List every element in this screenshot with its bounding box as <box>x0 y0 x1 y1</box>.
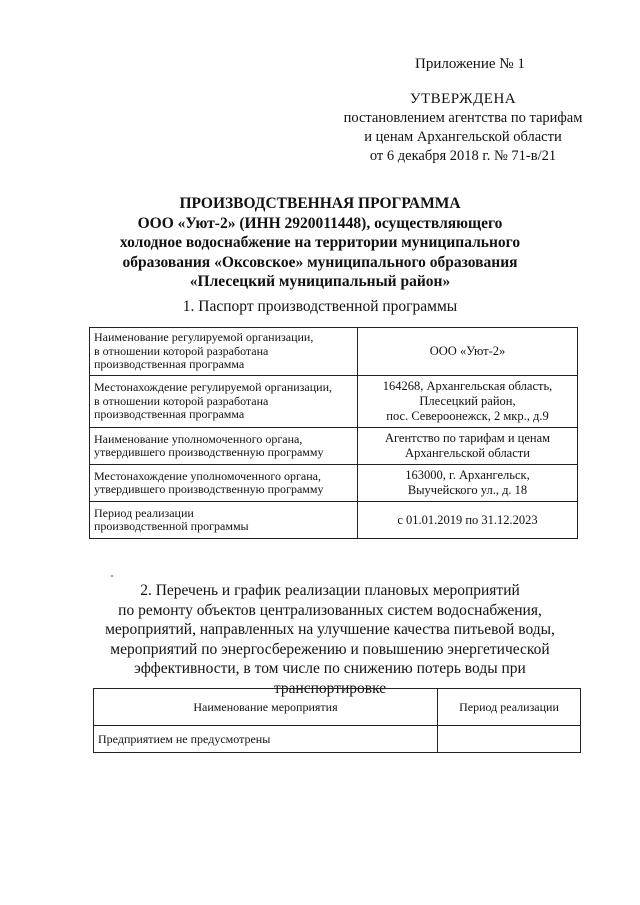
title-line-2: ООО «Уют-2» (ИНН 2920011448), осуществляющего <box>137 214 503 232</box>
row-label <box>90 328 358 376</box>
appendix-label: Приложение № 1 <box>415 56 525 72</box>
label-line: в отношении которой разработана <box>94 393 269 408</box>
row-value <box>358 502 578 539</box>
table-header-row <box>94 689 581 726</box>
label-line: Наименование уполномоченного органа, <box>94 431 303 446</box>
table-row <box>90 502 578 539</box>
table-row <box>90 328 578 376</box>
label-line: утвердившего производственную программу <box>94 445 324 459</box>
row-value <box>358 328 578 376</box>
table-row <box>90 428 578 465</box>
label-line: Наименование регулируемой организации, <box>94 330 314 345</box>
table-row <box>90 465 578 502</box>
label-line: Период реализации <box>94 505 194 520</box>
section-2-heading <box>80 581 580 698</box>
value-line: Агентство по тарифам и ценам <box>384 431 551 445</box>
row-value <box>358 465 578 502</box>
approval-line-1: постановлением агентства по тарифам <box>343 110 583 126</box>
value-line: ООО «Уют-2» <box>429 344 506 358</box>
label-line: утвердившего производственную программу <box>94 482 324 496</box>
row-label <box>90 465 358 502</box>
value-line: Выучейского ул., д. 18 <box>407 483 528 497</box>
approval-heading: УТВЕРЖДЕНА <box>409 91 517 107</box>
title-line-5: «Плесецкий муниципальный район» <box>189 273 451 290</box>
passport-table <box>89 327 578 539</box>
document-title <box>60 194 580 292</box>
title-line-3: холодное водоснабжение на территории муниципального <box>119 234 521 251</box>
row-value <box>358 376 578 428</box>
section-2-line-2: по ремонту объектов централизованных систем водоснабжения, <box>118 601 542 619</box>
label-line: производственной программы <box>94 519 249 533</box>
section-1-heading: 1. Паспорт производственной программы <box>182 298 458 315</box>
section-2-line-1: 2. Перечень и график реализации плановых мероприятий <box>140 582 520 599</box>
approval-line-3: от 6 декабря 2018 г. № 71-в/21 <box>369 148 557 164</box>
section-2-line-5: эффективности, в том числе по снижению потерь воды при транспортировке <box>134 660 526 697</box>
value-line: с 01.01.2019 по 31.12.2023 <box>397 512 538 527</box>
value-line: 164268, Архангельская область, <box>382 379 553 393</box>
value-line: пос. Североонежск, 2 мкр., д.9 <box>386 409 549 423</box>
table-row <box>90 376 578 428</box>
title-line-4: образования «Оксовское» муниципального образования <box>122 253 518 271</box>
label-line: производственная программа <box>94 407 245 422</box>
measures-table <box>93 688 581 753</box>
label-line: Местонахождение регулируемой организации, <box>94 380 333 395</box>
row-label <box>90 428 358 465</box>
measure-name-cell: Предприятием не предусмотрены <box>94 726 438 753</box>
label-line: Местонахождение уполномоченного органа, <box>94 468 321 483</box>
scan-speck <box>111 575 113 577</box>
row-label <box>90 502 358 539</box>
section-2-line-3: мероприятий, направленных на улучшение качества питьевой воды, <box>105 621 555 638</box>
section-2-line-4: мероприятий по энергосбережению и повышению энергетической <box>110 640 550 658</box>
value-line: Архангельской области <box>405 446 530 460</box>
value-line: Плесецкий район, <box>419 394 516 408</box>
title-line-1: ПРОИЗВОДСТВЕННАЯ ПРОГРАММА <box>179 195 461 212</box>
table-row <box>94 726 581 753</box>
value-line: 163000, г. Архангельск, <box>405 468 530 482</box>
approval-block <box>330 90 596 166</box>
label-line: в отношении которой разработана <box>94 343 269 358</box>
row-value <box>358 428 578 465</box>
row-label <box>90 376 358 428</box>
column-header-period: Период реализации <box>438 689 581 726</box>
measure-period-cell <box>438 726 581 753</box>
approval-line-2: и ценам Архангельской области <box>364 129 562 145</box>
label-line: производственная программа <box>94 357 245 372</box>
column-header-name: Наименование мероприятия <box>94 689 438 726</box>
